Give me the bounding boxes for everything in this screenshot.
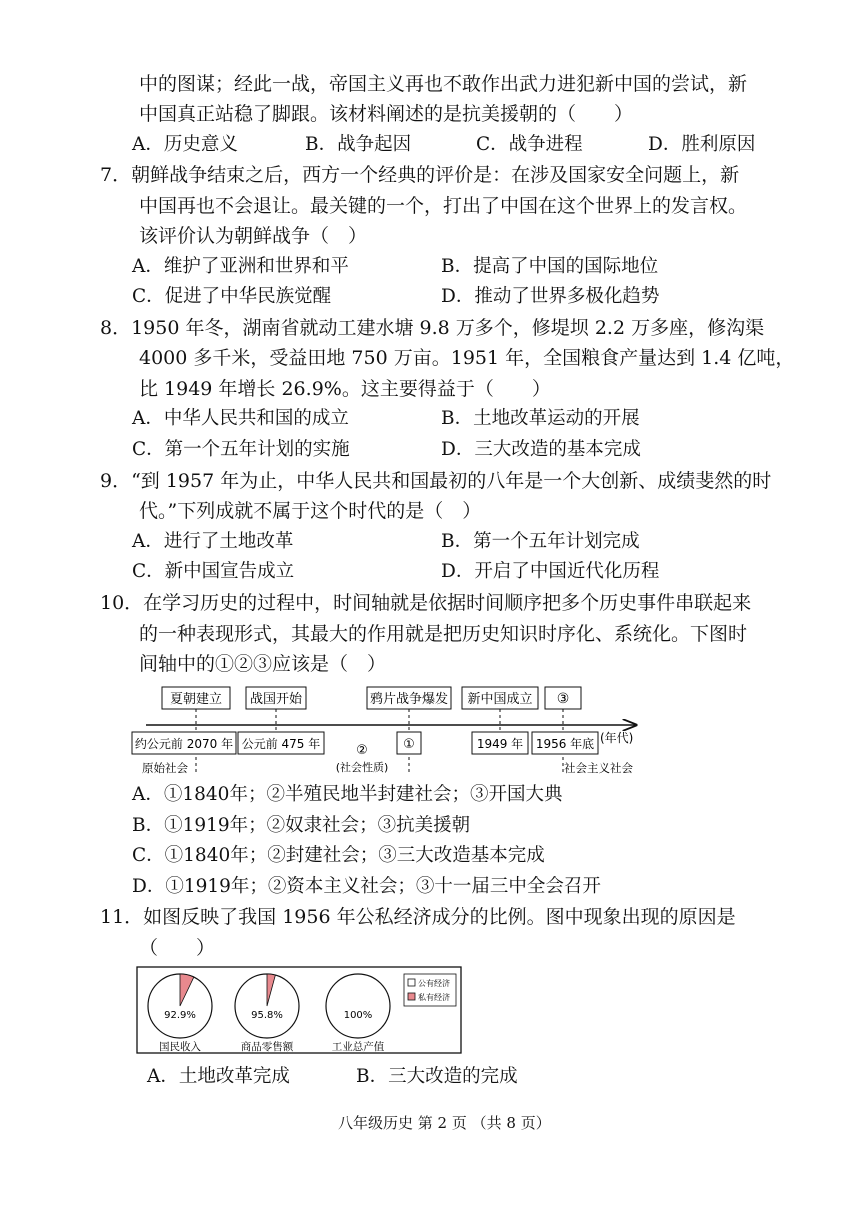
q8-line3: 比 1949 年增长 26.9%。这主要得益于（ ） — [139, 378, 551, 400]
pie-value-label: 95.8% — [251, 1010, 283, 1021]
q11-line1: 11．如图反映了我国 1956 年公私经济成分的比例。图中现象出现的原因是 — [100, 906, 736, 928]
q11-option-b[interactable]: B．三大改造的完成 — [356, 1066, 518, 1087]
q6-option-a[interactable]: A．历史意义 — [132, 134, 238, 155]
q11-line2: （ ） — [139, 937, 216, 959]
q6-option-c[interactable]: C．战争进程 — [476, 134, 583, 155]
date-label-blank1: ① — [403, 737, 415, 752]
event-label-opium-war: 鸦片战争爆发 — [369, 692, 449, 707]
q10-line2: 的一种表现形式，其最大的作用就是把历史知识时序化、系统化。下图时 — [139, 623, 748, 645]
pie-category-label: 国民收入 — [159, 1041, 201, 1053]
legend-swatch-public — [408, 979, 415, 986]
q10-line1: 10．在学习历史的过程中，时间轴就是依据时间顺序把多个历史事件串联起来 — [100, 592, 752, 614]
pie-category-label: 工业总产值 — [331, 1041, 385, 1053]
q10-option-c[interactable]: C．①1840年；②封建社会；③三大改造基本完成 — [132, 845, 545, 866]
q6-option-d[interactable]: D．胜利原因 — [648, 134, 756, 155]
q9-option-a[interactable]: A．进行了土地改革 — [132, 531, 294, 552]
blank2-marker: ② — [356, 743, 368, 758]
q9-option-b[interactable]: B．第一个五年计划完成 — [441, 531, 640, 552]
timeline-diagram — [0, 682, 867, 782]
q8-option-b[interactable]: B．土地改革运动的开展 — [441, 408, 640, 429]
legend-swatch-private — [408, 993, 415, 1000]
q8-option-d[interactable]: D．三大改造的基本完成 — [441, 439, 641, 460]
pie-slice-public — [326, 974, 390, 1038]
page-footer: 八年级历史 第 2 页 （共 8 页） — [338, 1114, 551, 1132]
q7-line3: 该评价认为朝鲜战争（ ） — [139, 225, 368, 247]
socialist-society-label: 社会主义社会 — [564, 761, 633, 775]
q7-option-c[interactable]: C．促进了中华民族觉醒 — [132, 286, 332, 307]
event-label-prc: 新中国成立 — [467, 692, 533, 707]
date-label-475bc: 公元前 475 年 — [241, 737, 321, 751]
q10-option-b[interactable]: B．①1919年；②奴隶社会；③抗美援朝 — [132, 815, 471, 836]
q6-option-b[interactable]: B．战争起因 — [305, 134, 412, 155]
pie-chart-figure — [136, 966, 466, 1058]
q7-option-b[interactable]: B．提高了中国的国际地位 — [441, 256, 659, 277]
q9-line2: 代。”下列成就不属于这个时代的是（ ） — [139, 500, 482, 522]
pie-value-label: 92.9% — [164, 1010, 196, 1021]
q10-option-a[interactable]: A．①1840年；②半殖民地半封建社会；③开国大典 — [132, 784, 563, 805]
q10-line3: 间轴中的①②③应该是（ ） — [139, 653, 387, 675]
pie-category-label: 商品零售额 — [240, 1041, 294, 1053]
q6-line1: 中的图谋；经此一战，帝国主义再也不敢作出武力进犯新中国的尝试，新 — [139, 73, 748, 95]
q11-option-a[interactable]: A．土地改革完成 — [147, 1066, 290, 1087]
q7-option-d[interactable]: D．推动了世界多极化趋势 — [441, 286, 660, 307]
q8-option-a[interactable]: A．中华人民共和国的成立 — [132, 408, 349, 429]
q9-option-d[interactable]: D．开启了中国近代化历程 — [441, 561, 660, 582]
q8-line1: 8．1950 年冬，湖南省就动工建水塘 9.8 万多个，修堤坝 2.2 万多座，修沟渠 — [100, 317, 765, 339]
pie-value-label: 100% — [343, 1010, 373, 1021]
q7-line1: 7．朝鲜战争结束之后，西方一个经典的评价是：在涉及国家安全问题上，新 — [100, 164, 740, 186]
event-label-xia: 夏朝建立 — [169, 692, 223, 707]
legend-label-public: 公有经济 — [418, 979, 450, 988]
q8-option-c[interactable]: C．第一个五年计划的实施 — [132, 439, 350, 460]
q7-line2: 中国再也不会退让。最关键的一个，打出了中国在这个世界上的发言权。 — [139, 195, 748, 217]
q9-line1: 9．“到 1957 年为止，中华人民共和国最初的八年是一个大创新、成绩斐然的时 — [100, 470, 772, 492]
date-label-2070bc: 约公元前 2070 年 — [134, 737, 234, 751]
date-label-1956: 1956 年底 — [535, 737, 595, 751]
q8-line2: 4000 多千米，受益田地 750 万亩。1951 年，全国粮食产量达到 1.4 亿吨， — [139, 347, 795, 369]
axis-unit-label: (年代) — [600, 731, 634, 745]
q10-option-d[interactable]: D．①1919年；②资本主义社会；③十一届三中全会召开 — [132, 876, 601, 897]
legend-label-private: 私有经济 — [418, 993, 450, 1002]
q6-line2: 中国真正站稳了脚跟。该材料阐述的是抗美援朝的（ ） — [139, 103, 634, 125]
blank2-caption: (社会性质) — [335, 761, 389, 774]
date-label-1949: 1949 年 — [476, 737, 524, 751]
q9-option-c[interactable]: C．新中国宣告成立 — [132, 561, 295, 582]
primitive-society-label: 原始社会 — [142, 761, 188, 775]
event-label-warring-states: 战国开始 — [249, 692, 303, 707]
event-label-blank3: ③ — [556, 691, 570, 707]
q7-option-a[interactable]: A．维护了亚洲和世界和平 — [132, 256, 349, 277]
